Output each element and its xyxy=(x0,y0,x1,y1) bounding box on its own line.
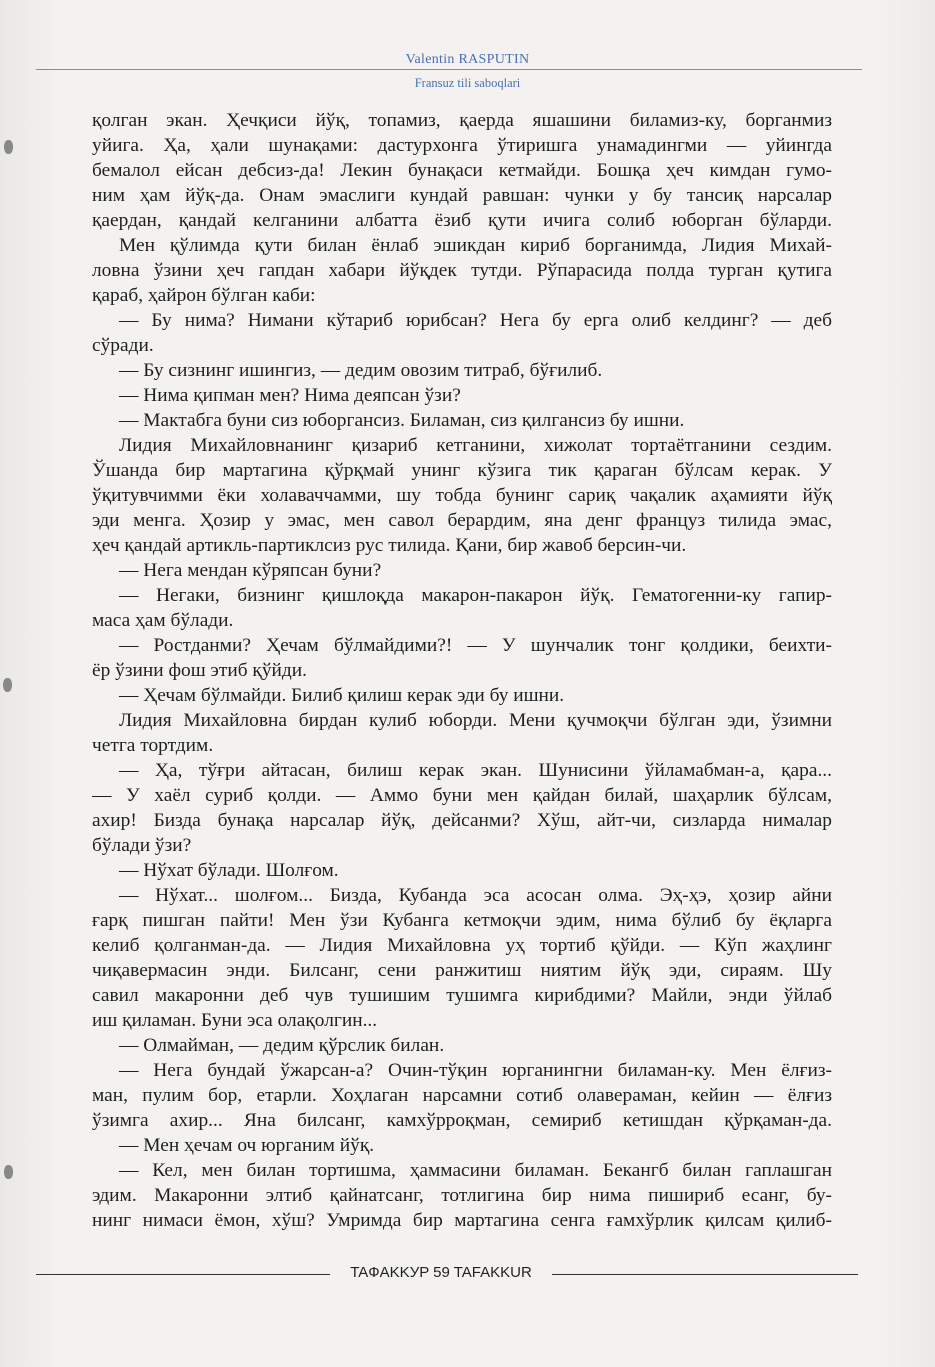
text-line: қолган экан. Ҳечқиси йўқ, топамиз, қаерда яшашини биламиз-ку, борганмиз xyxy=(92,110,832,131)
text-line: Лидия Михайловна бирдан кулиб юборди. Мени қучмоқчи бўлган эди, ўзимни xyxy=(119,710,832,731)
text-line: — Нўхат бўлади. Шолғом. xyxy=(119,860,339,881)
text-line: Ўшанда бир мартагина қўрқмай унинг кўзига тик қараган бўлсам керак. У xyxy=(92,460,832,481)
text-line: — Бу сизнинг ишингиз, — дедим овозим титраб, бўғилиб. xyxy=(119,360,603,381)
text-line: уйига. Ҳа, ҳали шунақами: дастурхонга ўтиришга унамадингми — уйингда xyxy=(92,135,832,156)
text-line: Лидия Михайловнанинг қизариб кетганини, хижолат тортаётганини сездим. xyxy=(119,435,832,456)
text-line: ёр ўзини фош этиб қўйди. xyxy=(92,660,307,681)
text-line: савил макаронни деб чув тушишим тушимга кирибдими? Майли, энди ўйлаб xyxy=(92,985,832,1006)
text-line: нинг нимаси ёмон, хўш? Умримда бир мартагина сенга ғамхўрлик қилсам қилиб- xyxy=(92,1210,832,1231)
text-line: ловна ўзини ҳеч гапдан хабари йўқдек тутди. Рўпарасида полда турган қутига xyxy=(92,260,832,281)
header-rule xyxy=(36,69,862,70)
text-line: ғарқ пишган пайти! Мен ўзи Кубанга кетмоқчи эдим, нима бўлиб бу ёқларга xyxy=(92,910,832,931)
header-author: Valentin RASPUTIN xyxy=(405,52,530,67)
text-line: ҳеч қандай артикль-партиклсиз рус тилида. Қани, бир жавоб берсин-чи. xyxy=(92,535,687,556)
text-line: — Нега мендан кўряпсан буни? xyxy=(119,560,382,581)
text-line: қараб, ҳайрон бўлган каби: xyxy=(92,285,316,306)
text-line: сўради. xyxy=(92,335,154,356)
text-line: — Мен ҳечам оч юрганим йўқ. xyxy=(119,1135,375,1156)
text-line: ўзимга ахир... Яна билсанг, камхўррoқман, семириб кетишдан қўрқаман-да. xyxy=(92,1110,832,1131)
text-line: — Ҳечам бўлмайди. Билиб қилиш керак эди бу ишни. xyxy=(119,685,565,706)
text-line: ман, пулим бор, етарли. Хоҳлаган нарсамни сотиб олавераман, кейин — ёлғиз xyxy=(92,1085,832,1106)
text-line: четга тортдим. xyxy=(92,735,214,756)
punch-hole-mark xyxy=(3,678,12,692)
text-line: — Олмайман, — дедим қўрслик билан. xyxy=(119,1035,445,1056)
header-subtitle: Fransuz tili saboqlari xyxy=(414,76,521,90)
footer-page-number: TAФAKKУP 59 TAFAKKUR xyxy=(350,1264,532,1281)
text-line: ним ҳам йўқ-да. Онам эмаслиги кундай равшан: чунки у бу тансиқ нарсалар xyxy=(92,185,832,206)
punch-hole-mark xyxy=(4,140,13,154)
footer-rule-right xyxy=(552,1274,858,1275)
text-line: бўлади ўзи? xyxy=(92,835,192,856)
text-line: маса ҳам бўлади. xyxy=(92,610,234,631)
text-line: эди менга. Ҳозир у эмас, мен савол берардим, яна денг француз тилида эмас, xyxy=(92,510,832,531)
text-line: — Нима қипман мен? Нима деяпсан ўзи? xyxy=(119,385,461,406)
text-line: — Кел, мен билан тортишма, ҳаммасини биламан. Бекангб билан гаплашган xyxy=(119,1160,832,1181)
page-body-text xyxy=(92,108,832,1233)
text-line: ахир! Бизда бунақа нарсалар йўқ, дейсанми? Хўш, айт-чи, сизларда нималар xyxy=(92,810,832,831)
text-line: — Мактабга буни сиз юборгансиз. Биламан, сиз қилгансиз бу ишни. xyxy=(119,410,685,431)
text-line: бемалол ейсан дебсиз-да! Лекин бунақаси кетмайди. Бошқа ҳеч кимдан гумо- xyxy=(92,160,832,181)
text-line: — Ростданми? Ҳечам бўлмайдими?! — У шунчалик тонг қолдики, беихти- xyxy=(119,635,832,656)
text-line: — Бу нима? Нимани кўтариб юрибсан? Нега бу ерга олиб келдинг? — деб xyxy=(119,310,832,331)
text-line: — Нўхат... шолғом... Бизда, Кубанда эса асосан олма. Эҳ-ҳэ, ҳозир айни xyxy=(119,885,832,906)
text-line: — Ҳа, тўғри айтасан, билиш керак экан. Шунисини ўйламабман-а, қара... xyxy=(119,760,832,781)
text-line: — Негаки, бизнинг қишлоқда макарон-пакарон йўқ. Гематогенни-ку гапир- xyxy=(119,585,832,606)
text-line: қаердан, қандай келганини албатта ёзиб қути ичига солиб юборган бўларди. xyxy=(92,210,832,231)
text-line: — У хаёл суриб қолди. — Аммо буни мен қайдан билай, шаҳарлик бўлсам, xyxy=(92,785,832,806)
text-line: — Нега бундай ўжарсан-а? Очин-тўқин юрганингни биламан-ку. Мен ёлғиз- xyxy=(119,1060,832,1081)
footer-rule-left xyxy=(36,1274,330,1275)
text-line: ўқитувчимми ёки холаваччамми, шу тобда бунинг сариқ чақалик аҳамияти йўқ xyxy=(92,485,832,506)
text-line: эдим. Макаронни элтиб қайнатсанг, тотлигина бир нима пишириб есанг, бу- xyxy=(92,1185,832,1206)
text-line: чиқавермасин энди. Билсанг, сени ранжитиш ниятим йўқ эди, сираям. Шу xyxy=(92,960,832,981)
text-line: келиб қолганман-да. — Лидия Михайловна уҳ тортиб қўйди. — Кўп жаҳлинг xyxy=(92,935,832,956)
text-line: иш қиламан. Буни эса олақолгин... xyxy=(92,1010,378,1031)
punch-hole-mark xyxy=(4,1165,13,1179)
text-line: Мен қўлимда қути билан ёнлаб эшикдан кириб борганимда, Лидия Михай- xyxy=(119,235,832,256)
page-footer xyxy=(0,1262,935,1286)
